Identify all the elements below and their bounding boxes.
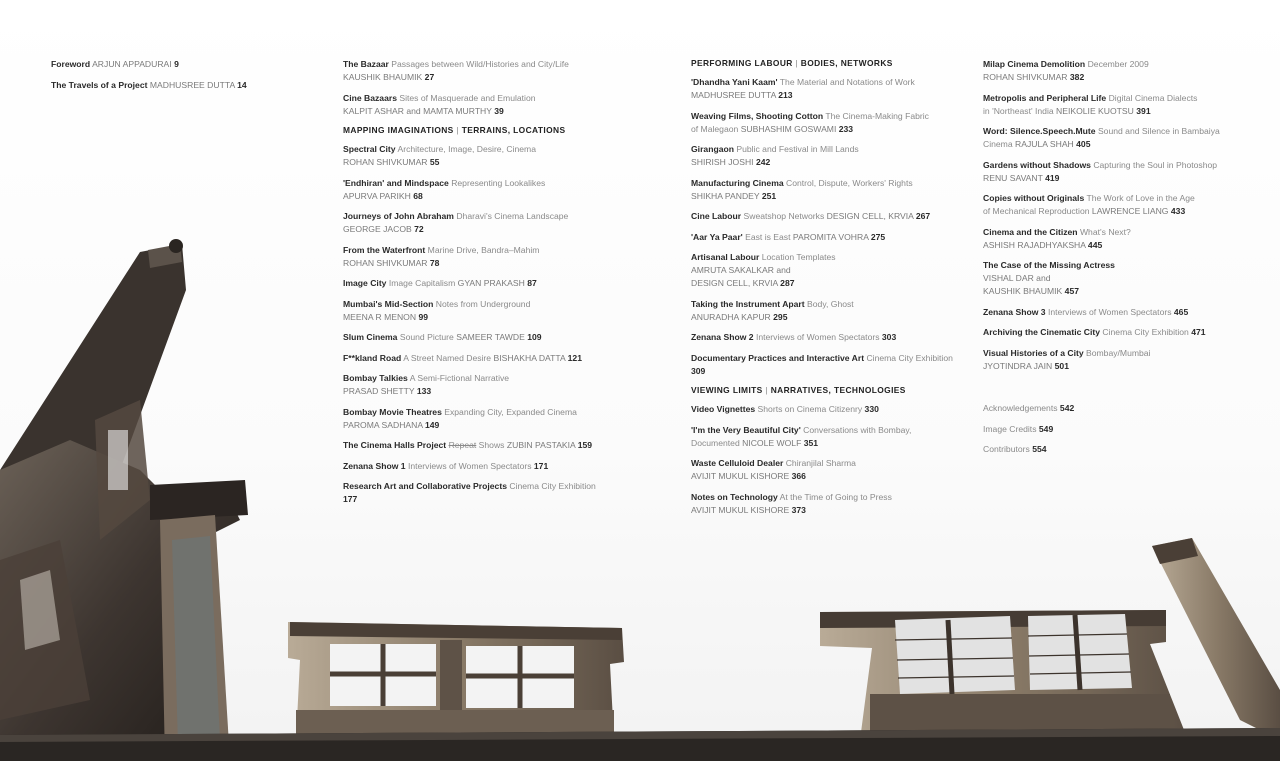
entry-subtitle: December 2009 <box>1087 59 1149 69</box>
section-heading-right: TERRAINS, LOCATIONS <box>461 125 566 135</box>
page-number: 233 <box>838 123 854 134</box>
entry-author: SHIKHA PANDEY <box>691 190 760 201</box>
entry-subtitle: Marine Drive, Bandra–Mahim <box>427 244 540 255</box>
entry-title: Taking the Instrument Apart <box>691 298 805 309</box>
toc-entry[interactable] <box>343 352 596 365</box>
entry-author: RAJULA SHAH <box>1015 139 1074 149</box>
entry-author: ARJUN APPADURAI <box>92 59 172 69</box>
entry-author: VISHAL DAR and <box>983 273 1051 283</box>
toc-column-3 <box>691 58 953 524</box>
toc-column-2 <box>343 58 596 514</box>
toc-entry[interactable] <box>343 460 596 473</box>
page-number: 366 <box>791 471 806 481</box>
page-number: 87 <box>527 278 537 288</box>
toc-column-4 <box>983 58 1220 464</box>
entry-title: The Cinema Halls Project <box>343 440 447 450</box>
entry-author: MADHUSREE DUTTA <box>691 90 776 100</box>
entry-subtitle-cont: of Mechanical Reproduction <box>983 206 1090 216</box>
page-number: 295 <box>773 311 788 322</box>
entry-author: BISHAKHA DATTA <box>493 352 566 363</box>
entry-author: ROHAN SHIVKUMAR <box>343 257 428 268</box>
section-heading-right: NARRATIVES, TECHNOLOGIES <box>770 385 906 395</box>
section-heading-left: PERFORMING LABOUR <box>691 58 793 68</box>
entry-subtitle: Expanding City, Expanded Cinema <box>444 406 577 417</box>
backmatter-entry[interactable] <box>983 402 1220 415</box>
entry-title: Documentary Practices and Interactive Art <box>691 352 865 363</box>
entry-subtitle: Location Templates <box>761 252 836 262</box>
entry-subtitle-cont: of Malegaon <box>691 123 739 134</box>
page-number: 554 <box>1032 444 1047 454</box>
entry-title: Manufacturing Cinema <box>691 177 784 188</box>
entry-title: 'Aar Ya Paar' <box>691 231 743 242</box>
page-number: 72 <box>414 224 424 234</box>
entry-subtitle: Bombay/Mumbai <box>1086 347 1151 358</box>
entry-title: Metropolis and Peripheral Life <box>983 92 1107 103</box>
toc-entry[interactable] <box>343 277 596 290</box>
entry-title: 'Dhandha Yani Kaam' <box>691 77 778 87</box>
section-divider: | <box>792 58 801 68</box>
toc-entry[interactable] <box>983 347 1220 373</box>
entry-title: The Bazaar <box>343 59 389 69</box>
page-number: 501 <box>1054 360 1069 371</box>
page-number: 171 <box>533 460 549 471</box>
toc-entry[interactable] <box>983 259 1220 298</box>
entry-subtitle: The Work of Love in the Age <box>1086 193 1195 203</box>
section-heading <box>691 384 953 397</box>
toc-entry[interactable] <box>343 439 596 452</box>
page-number: 251 <box>761 190 777 201</box>
entry-subtitle: Chiranjilal Sharma <box>785 458 856 468</box>
entry-subtitle: Cinema City Exhibition <box>509 481 596 491</box>
page-number: 78 <box>429 257 440 268</box>
entry-title: Spectral City <box>343 144 396 154</box>
entry-title: The Travels of a Project <box>51 79 148 90</box>
toc-entry[interactable] <box>343 143 596 169</box>
entry-author: JYOTINDRA JAIN <box>983 360 1053 371</box>
entry-title: Notes on Technology <box>691 491 778 502</box>
entry-title: Video Vignettes <box>691 404 756 414</box>
entry-title: 'Endhiran' and Mindspace <box>343 177 449 188</box>
page-number: 309 <box>691 365 706 376</box>
section-divider: | <box>762 385 771 395</box>
page-number: 133 <box>416 386 432 396</box>
entry-title: Word: Silence.Speech.Mute <box>983 126 1096 136</box>
toc-entry[interactable] <box>691 491 953 517</box>
entry-title: 'I'm the Very Beautiful City' <box>691 424 801 435</box>
entry-author: NEIKOLIE KUOTSU <box>1056 105 1134 116</box>
page-number: 303 <box>881 332 897 342</box>
entry-author: ZUBIN PASTAKIA <box>506 440 576 450</box>
toc-column-1 <box>51 58 247 99</box>
toc-entry[interactable] <box>983 58 1220 84</box>
entry-title: Zenana Show 1 <box>343 460 406 471</box>
entry-subtitle: Cinema City Exhibition <box>866 352 953 363</box>
entry-subtitle: East is East <box>745 231 791 242</box>
toc-entry[interactable] <box>691 331 953 344</box>
page-number: 405 <box>1076 139 1091 149</box>
backmatter-entry[interactable] <box>983 423 1220 436</box>
entry-subtitle: Control, Dispute, Workers' Rights <box>786 177 913 188</box>
entry-subtitle: Notes from Underground <box>435 298 531 309</box>
entry-subtitle: A Semi-Fictional Narrative <box>409 373 510 383</box>
toc-entry[interactable] <box>983 226 1220 252</box>
toc-entry[interactable] <box>691 110 953 136</box>
page-number: 457 <box>1064 286 1080 296</box>
page-number: 55 <box>429 157 440 167</box>
page-number: 391 <box>1136 105 1151 116</box>
entry-author: SAMEER TAWDE <box>456 332 525 342</box>
backmatter-title: Acknowledgements <box>983 403 1058 413</box>
page-number: 465 <box>1173 306 1189 317</box>
page-number: 14 <box>237 79 247 90</box>
entry-author: ASHISH RAJADHYAKSHA <box>983 239 1086 250</box>
page-number: 242 <box>755 157 771 167</box>
toc-entry[interactable] <box>343 244 596 270</box>
page-number: 471 <box>1191 327 1206 337</box>
toc-entry[interactable] <box>983 92 1220 118</box>
entry-title: Journeys of John Abraham <box>343 211 454 221</box>
entry-title: Research Art and Collaborative Projects <box>343 481 507 491</box>
entry-subtitle: The Material and Notations of Work <box>779 77 915 87</box>
entry-subtitle: Sweatshop Networks <box>743 211 825 221</box>
page-number: 382 <box>1069 72 1085 82</box>
toc-entry[interactable] <box>343 331 596 344</box>
entry-subtitle: Sound and Silence in Bambaiya <box>1097 126 1220 136</box>
entry-subtitle: Architecture, Image, Desire, Cinema <box>397 144 536 154</box>
page-number: 549 <box>1038 423 1054 434</box>
entry-title: Gardens without Shadows <box>983 159 1091 170</box>
toc-entry[interactable] <box>691 231 953 244</box>
entry-subtitle: Interviews of Women Spectators <box>407 460 532 471</box>
section-heading-right: BODIES, NETWORKS <box>800 58 893 68</box>
page-number: 275 <box>870 231 886 242</box>
entry-author: SHIRISH JOSHI <box>691 157 754 167</box>
entry-subtitle-cont: in 'Northeast' India <box>983 105 1054 116</box>
entry-title: Mumbai's Mid-Section <box>343 298 434 309</box>
entry-author: LAWRENCE LIANG <box>1091 206 1169 216</box>
toc-entry[interactable] <box>343 480 596 506</box>
entry-subtitle: Sound Picture <box>399 332 454 342</box>
section-heading-left: VIEWING LIMITS <box>691 385 763 395</box>
entry-author: GYAN PRAKASH <box>457 278 525 288</box>
page-number: 267 <box>915 211 931 221</box>
page-number: 213 <box>778 90 793 100</box>
toc-entry[interactable] <box>691 210 953 223</box>
toc-entry[interactable] <box>691 457 953 483</box>
entry-author: KALPIT ASHAR and MAMTA MURTHY <box>343 105 492 116</box>
page-number: 351 <box>803 437 819 448</box>
entry-subtitle-cont: Cinema <box>983 139 1013 149</box>
entry-title: Cine Bazaars <box>343 92 397 103</box>
page-number: 99 <box>418 311 429 322</box>
entry-title: Slum Cinema <box>343 332 398 342</box>
entry-title: The Case of the Missing Actress <box>983 260 1115 270</box>
section-heading-left: MAPPING IMAGINATIONS <box>343 125 454 135</box>
entry-subtitle: Conversations with Bombay, <box>803 424 912 435</box>
section-heading <box>343 124 596 137</box>
entry-title: Milap Cinema Demolition <box>983 59 1086 69</box>
page-number: 433 <box>1170 206 1186 216</box>
entry-subtitle: At the Time of Going to Press <box>779 491 892 502</box>
entry-author: NICOLE WOLF <box>742 437 802 448</box>
entry-title: Visual Histories of a City <box>983 347 1084 358</box>
page-number: 121 <box>567 352 582 363</box>
entry-author: GEORGE JACOB <box>343 224 412 234</box>
entry-author: APURVA PARIKH <box>343 190 411 201</box>
toc-entry[interactable] <box>691 76 953 102</box>
entry-subtitle: Image Capitalism <box>388 278 456 288</box>
entry-subtitle: A Street Named Desire <box>403 352 492 363</box>
page-number: 27 <box>424 72 435 82</box>
section-heading <box>691 57 953 70</box>
entry-subtitle: Digital Cinema Dialects <box>1108 92 1198 103</box>
backmatter-entry[interactable] <box>983 443 1220 456</box>
toc-entry[interactable] <box>343 58 596 84</box>
toc-entry[interactable] <box>51 58 247 71</box>
page-number: 419 <box>1045 172 1060 183</box>
page-number: 287 <box>780 278 795 288</box>
entry-title: Weaving Films, Shooting Cotton <box>691 110 824 121</box>
entry-subtitle: Passages between Wild/Histories and City/Life <box>391 59 569 69</box>
entry-title: Bombay Movie Theatres <box>343 406 442 417</box>
entry-author: PAROMITA VOHRA <box>792 231 869 242</box>
page-number: 39 <box>494 105 504 116</box>
page-number: 9 <box>174 59 179 69</box>
entry-title: Girangaon <box>691 144 734 154</box>
entry-author: AMRUTA SAKALKAR and <box>691 265 791 275</box>
entry-title: Foreword <box>51 59 91 69</box>
page-number: 68 <box>413 190 423 201</box>
toc-entry[interactable] <box>691 424 953 450</box>
spacer <box>983 380 1220 402</box>
toc-entry[interactable] <box>983 326 1220 339</box>
page-number: 149 <box>424 419 440 430</box>
toc-entry[interactable] <box>343 406 596 432</box>
backmatter-title: Contributors <box>983 444 1030 454</box>
entry-title: Zenana Show 2 <box>691 332 754 342</box>
entry-title: From the Waterfront <box>343 244 426 255</box>
entry-author: AVIJIT MUKUL KISHORE <box>691 504 790 515</box>
toc-entry[interactable] <box>343 372 596 398</box>
entry-author: PAROMA SADHANA <box>343 419 423 430</box>
toc-entry[interactable] <box>983 159 1220 185</box>
entry-title: Copies without Originals <box>983 193 1085 203</box>
entry-subtitle: Sites of Masquerade and Emulation <box>399 92 536 103</box>
page-number: 445 <box>1087 239 1103 250</box>
toc-entry[interactable] <box>343 298 596 324</box>
toc-entry[interactable] <box>691 352 953 378</box>
entry-struck-word: Repeat <box>448 440 477 450</box>
entry-title: Cinema and the Citizen <box>983 226 1078 237</box>
entry-subtitle: Shorts on Cinema Citizenry <box>757 404 863 414</box>
toc-entry[interactable] <box>691 251 953 290</box>
page-number: 330 <box>864 404 879 414</box>
toc-entry[interactable] <box>691 403 953 416</box>
page-number: 542 <box>1059 403 1075 413</box>
toc-entry[interactable] <box>343 177 596 203</box>
entry-title: Waste Celluloid Dealer <box>691 458 784 468</box>
toc-entry[interactable] <box>343 210 596 236</box>
page-number: 159 <box>577 440 593 450</box>
entry-author: RENU SAVANT <box>983 172 1043 183</box>
entry-title: Archiving the Cinematic City <box>983 327 1100 337</box>
entry-author: MEENA R MENON <box>343 311 417 322</box>
toc-entry[interactable] <box>983 306 1220 319</box>
entry-author: ANURADHA KAPUR <box>691 311 771 322</box>
toc-entry[interactable] <box>983 192 1220 218</box>
entry-author-cont: DESIGN CELL, KRVIA <box>691 278 778 288</box>
entry-subtitle: Cinema City Exhibition <box>1102 327 1189 337</box>
entry-title: Artisanal Labour <box>691 252 760 262</box>
entry-author: MADHUSREE DUTTA <box>149 79 235 90</box>
entry-subtitle: Interviews of Women Spectators <box>755 332 880 342</box>
toc-entry[interactable] <box>691 143 953 169</box>
entry-subtitle: Dharavi's Cinema Landscape <box>456 211 569 221</box>
entry-subtitle: Body, Ghost <box>807 298 854 309</box>
entry-title: Zenana Show 3 <box>983 306 1046 317</box>
entry-subtitle: Interviews of Women Spectators <box>1047 306 1172 317</box>
page-number: 373 <box>791 504 806 515</box>
page-number: 177 <box>343 494 358 504</box>
entry-subtitle: Representing Lookalikes <box>451 177 546 188</box>
entry-author: AVIJIT MUKUL KISHORE <box>691 471 790 481</box>
entry-title: F**kland Road <box>343 352 402 363</box>
toc-entry[interactable] <box>691 298 953 324</box>
entry-subtitle: The Cinema-Making Fabric <box>825 110 929 121</box>
entry-author: KAUSHIK BHAUMIK <box>343 72 423 82</box>
section-divider: | <box>453 125 462 135</box>
entry-author-cont: KAUSHIK BHAUMIK <box>983 286 1063 296</box>
backmatter-title: Image Credits <box>983 423 1037 434</box>
entry-author: PRASAD SHETTY <box>343 386 415 396</box>
entry-subtitle-cont: Documented <box>691 437 740 448</box>
entry-subtitle: What's Next? <box>1079 226 1131 237</box>
toc-entry[interactable] <box>343 92 596 118</box>
page-number: 109 <box>527 332 542 342</box>
entry-subtitle: Capturing the Soul in Photoshop <box>1093 159 1218 170</box>
entry-author: ROHAN SHIVKUMAR <box>983 72 1068 82</box>
entry-title: Cine Labour <box>691 211 742 221</box>
entry-title: Image City <box>343 278 387 288</box>
toc-entry[interactable] <box>691 177 953 203</box>
entry-author: SUBHASHIM GOSWAMI <box>740 123 837 134</box>
entry-subtitle: Public and Festival in Mill Lands <box>736 144 859 154</box>
entry-author: DESIGN CELL, KRVIA <box>826 211 914 221</box>
entry-author: ROHAN SHIVKUMAR <box>343 157 428 167</box>
toc-entry[interactable] <box>983 125 1220 151</box>
entry-title: Bombay Talkies <box>343 373 408 383</box>
toc-entry[interactable] <box>51 79 247 92</box>
entry-subtitle: Shows <box>478 440 505 450</box>
